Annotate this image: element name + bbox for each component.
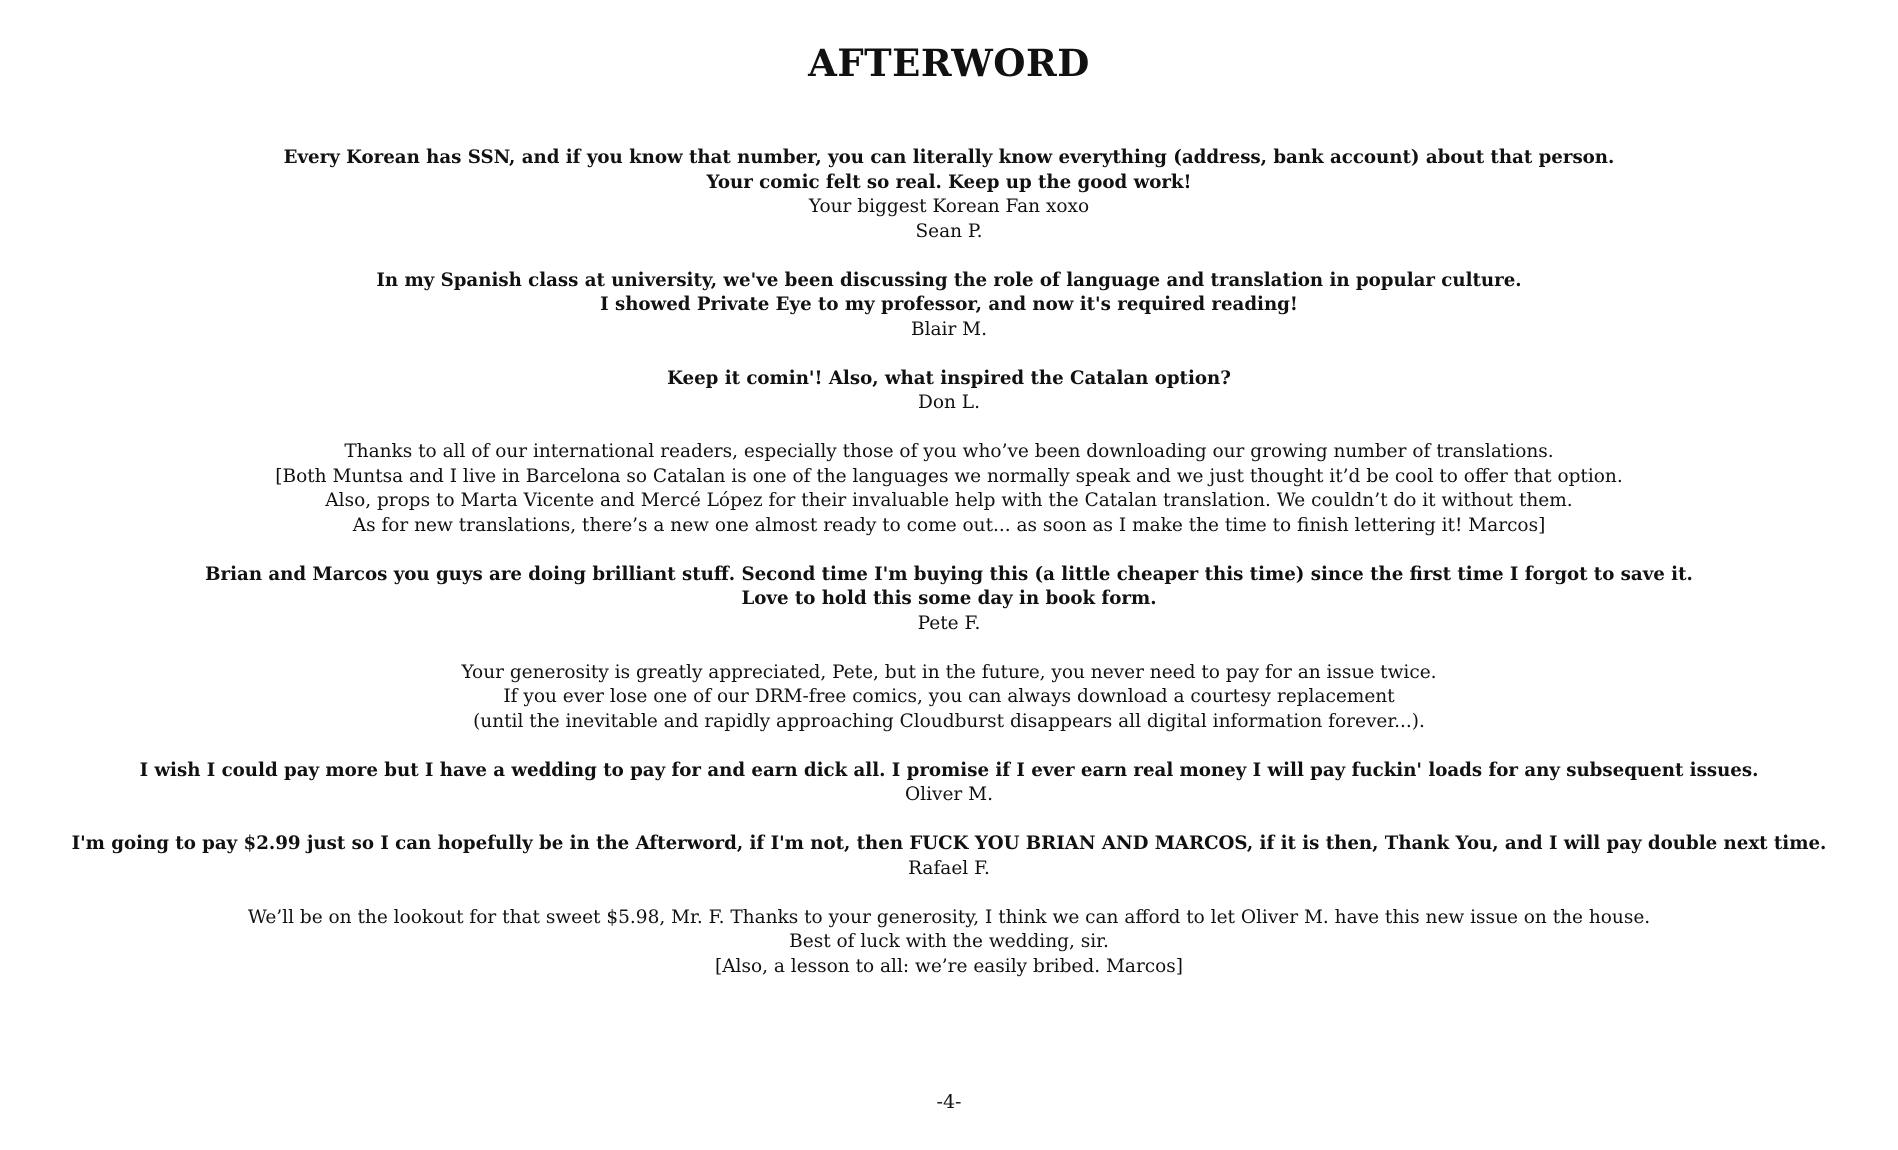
response-text-line: Your biggest Korean Fan xoxo (808, 196, 1090, 217)
response-text-line: Your generosity is greatly appreciated, Pete, but in the future, you never need to pay for an issue twice. (461, 661, 1437, 683)
letter-block (60, 146, 1838, 244)
response-text-line: Rafael F. (908, 857, 990, 879)
response-text-line: Thanks to all of our international readers, especially those of you who’ve been downloading our growing number of translations. (344, 441, 1554, 462)
response-text-line: [Also, a lesson to all: we’re easily bribed. Marcos] (714, 955, 1183, 977)
response-text-line: Don L. (918, 392, 980, 413)
letter-text-line: Keep it comin'! Also, what inspired the Catalan option? (667, 367, 1231, 389)
response-text-line: We’ll be on the lookout for that sweet $5.98, Mr. F. Thanks to your generosity, I think we can afford to let Oliver M. have this new issue on the house. (247, 906, 1651, 928)
response-text-line: (until the inevitable and rapidly approaching Cloudburst disappears all digital information forever...). (473, 710, 1425, 732)
letter-text-line: Brian and Marcos you guys are doing brilliant stuff. Second time I'm buying this (a little cheaper this time) since the first time I forgot to save it. (205, 563, 1693, 585)
letter-block (60, 906, 1838, 980)
letter-block (60, 832, 1838, 881)
response-text-line: As for new translations, there’s a new one almost ready to come out... as soon as I make the time to finish lettering it! Marcos] (352, 514, 1546, 536)
letter-block (60, 440, 1838, 538)
letter-text-line: I showed Private Eye to my professor, and now it's required reading! (600, 294, 1298, 315)
page-title: AFTERWORD (808, 41, 1090, 85)
letter-text-line: I'm going to pay $2.99 just so I can hopefully be in the Afterword, if I'm not, then FUCK YOU BRIAN AND MARCOS, if it is then, Thank You, and I will pay double next time. (71, 833, 1827, 854)
letter-block (60, 269, 1838, 343)
letter-block (60, 367, 1838, 416)
letters-column (60, 146, 1838, 1004)
response-text-line: Sean P. (915, 220, 983, 242)
response-text-line: [Both Muntsa and I live in Barcelona so Catalan is one of the languages we normally speak and we just thought it’d be cool to offer that option. (275, 465, 1623, 487)
letter-text-line: I wish I could pay more but I have a wedding to pay for and earn dick all. I promise if I ever earn real money I will pay fuckin' loads for any subsequent issues. (139, 759, 1759, 781)
response-text-line: Best of luck with the wedding, sir. (789, 931, 1109, 952)
letter-text-line: Every Korean has SSN, and if you know that number, you can literally know everything (address, bank account) about that person. (283, 147, 1615, 168)
response-text-line: Pete F. (917, 612, 981, 634)
letter-text-line: Your comic felt so real. Keep up the good work! (706, 171, 1192, 193)
letter-text-line: Love to hold this some day in book form. (741, 588, 1157, 609)
response-text-line: If you ever lose one of our DRM-free comics, you can always download a courtesy replacement (503, 686, 1395, 707)
response-text-line: Oliver M. (905, 784, 993, 805)
letter-block (60, 661, 1838, 735)
page-number: -4- (936, 1091, 962, 1113)
letter-block (60, 563, 1838, 637)
response-text-line: Blair M. (910, 318, 987, 340)
letter-text-line: In my Spanish class at university, we've been discussing the role of language and translation in popular culture. (376, 269, 1522, 291)
letter-block (60, 759, 1838, 808)
response-text-line: Also, props to Marta Vicente and Mercé López for their invaluable help with the Catalan translation. We couldn’t do it without them. (325, 490, 1573, 511)
